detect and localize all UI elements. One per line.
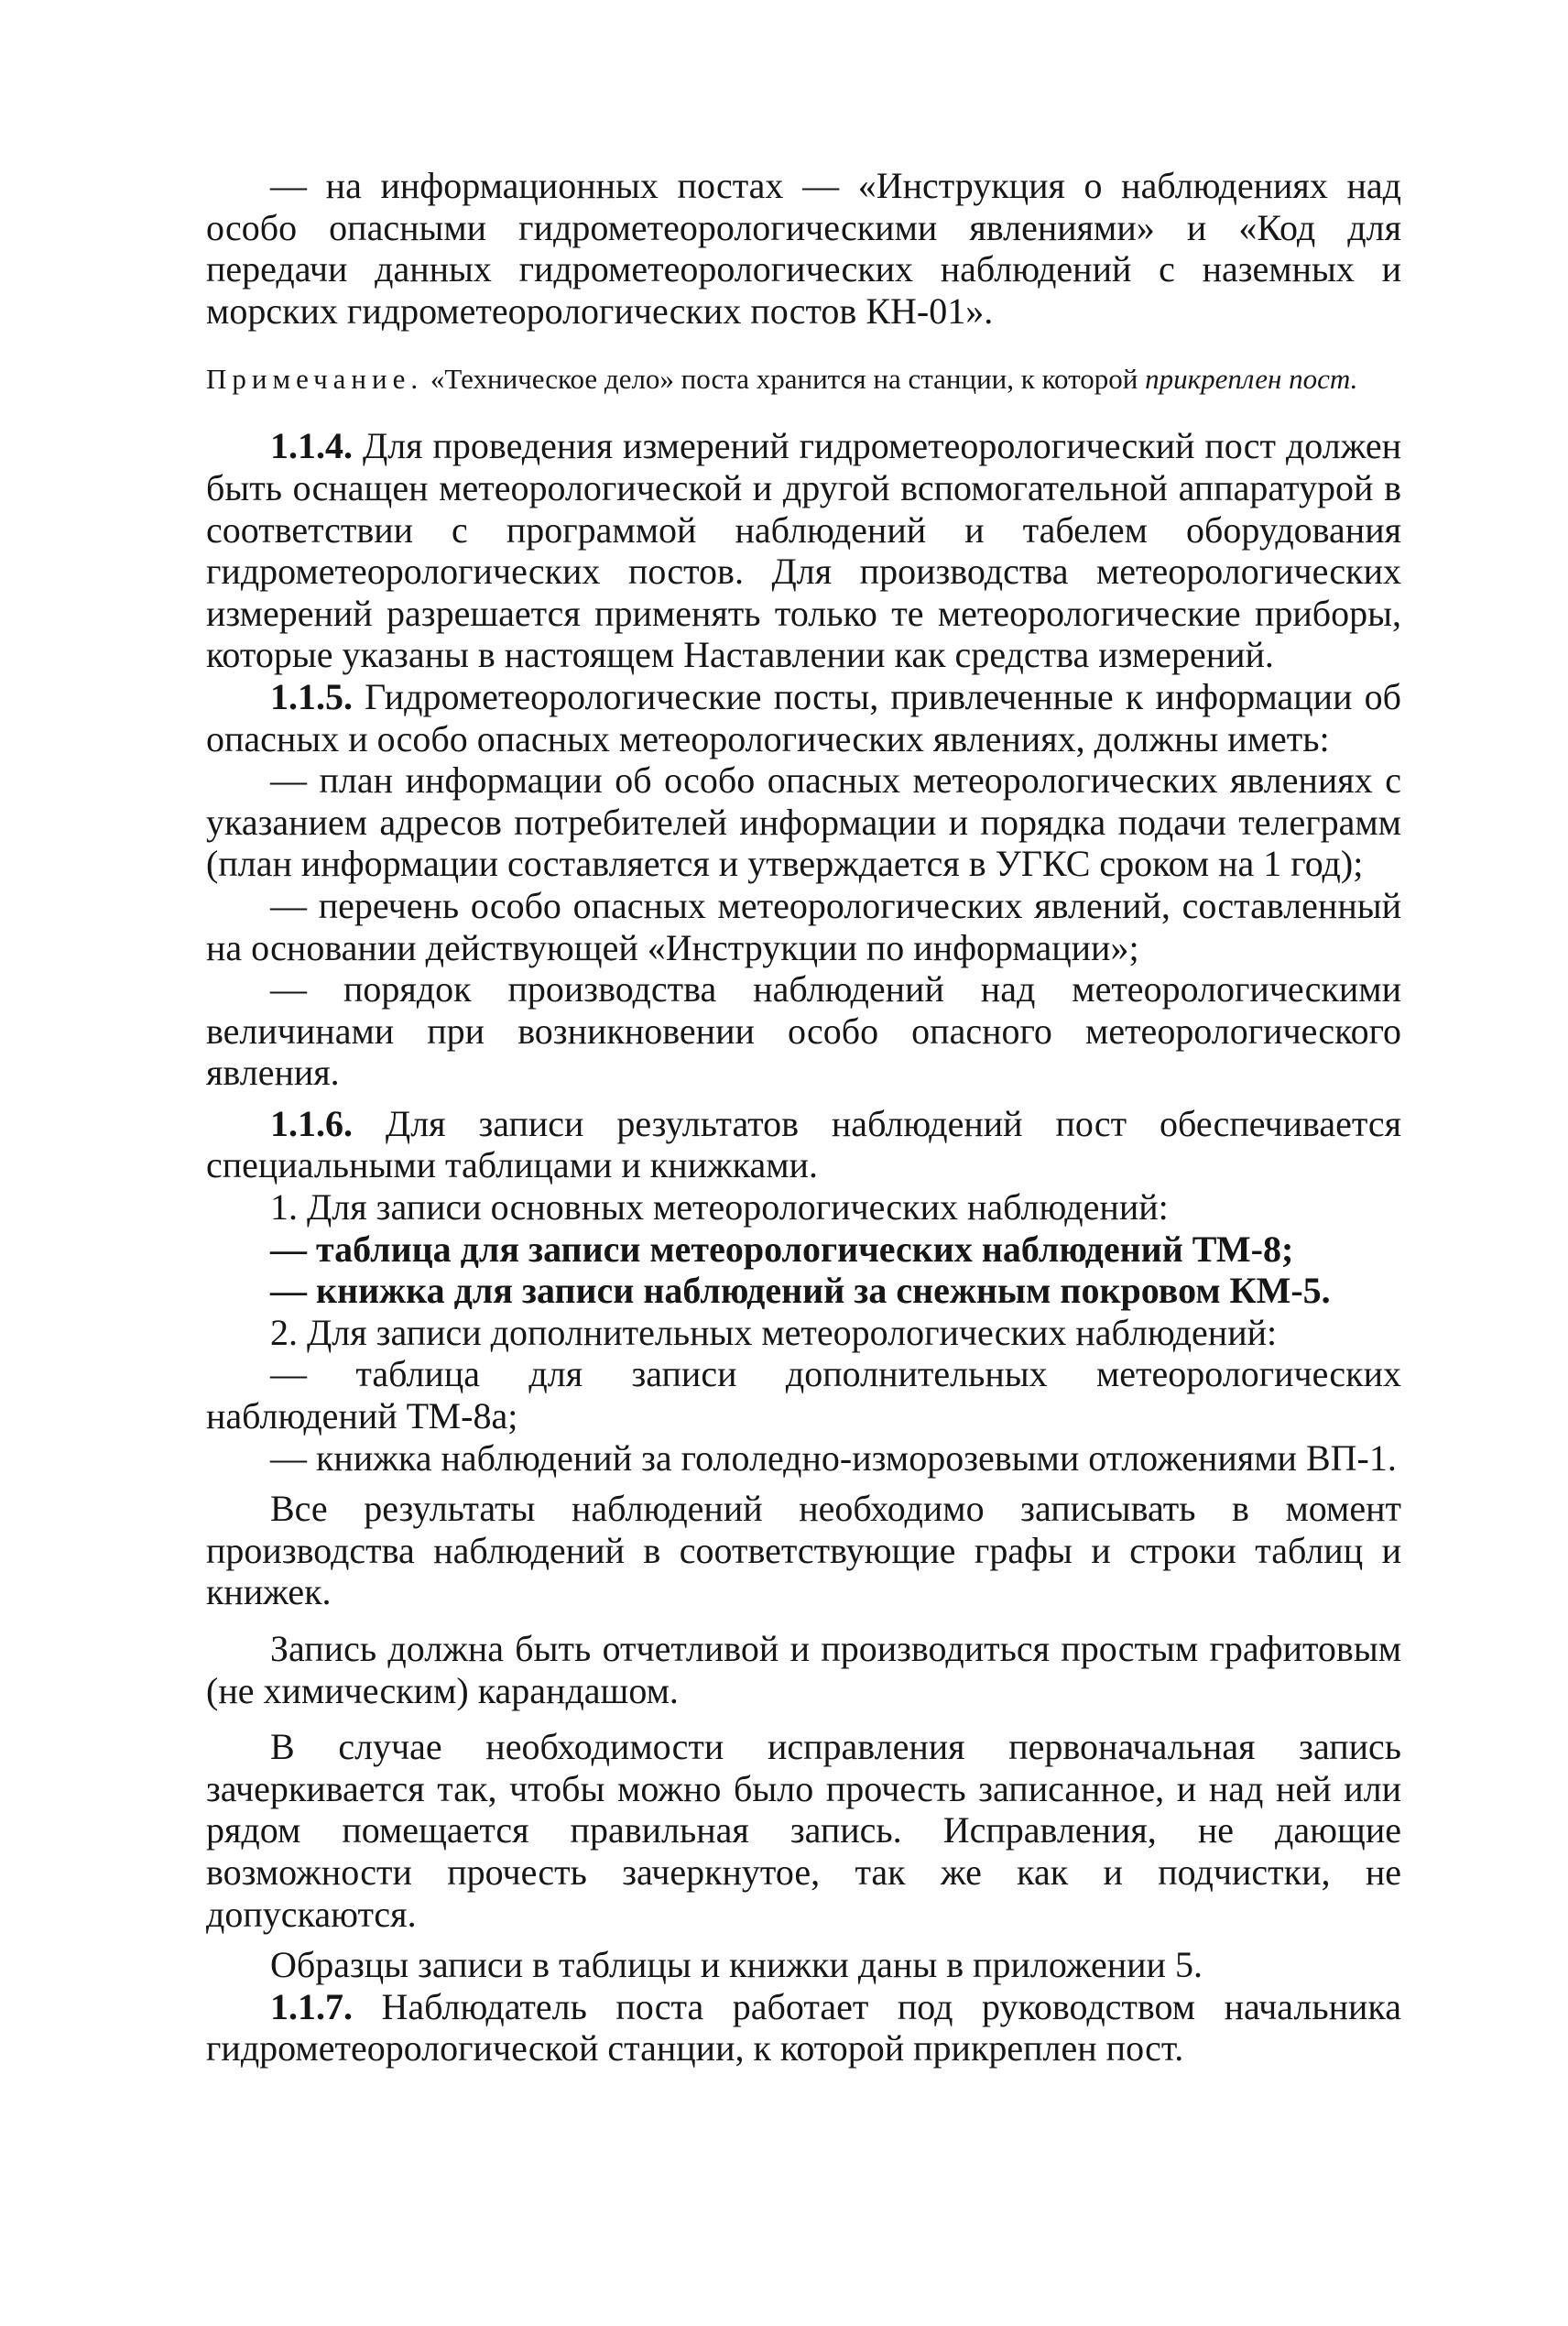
section-1-1-7 (206, 1986, 1401, 2069)
paragraph-all-results: Все результаты наблюдений необходимо записывать в момент производства наблюдений в соответствующие графы и строки таблиц и книжек. (206, 1488, 1401, 1613)
paragraph-correction: В случае необходимости исправления первоначальная запись зачеркивается так, чтобы можно было прочесть записанное, и над ней или рядом помещается правильная запись. Исправления, не дающие возможности прочесть зачеркнутое, так же как и подчистки, не допускаются. (206, 1726, 1401, 1935)
note-text: «Техническое дело» поста хранится на станции, к которой (430, 363, 1138, 396)
document-body (206, 165, 1401, 2069)
document-page (206, 165, 1401, 2069)
section-number: 1.1.6. (270, 1102, 353, 1144)
list-item: 1. Для записи основных метеорологических наблюдений: (270, 1186, 1169, 1229)
note-tail: прикреплен пост. (1145, 363, 1358, 396)
note (206, 363, 1401, 396)
note-label: Примечание. (206, 363, 424, 396)
list-item: — перечень особо опасных метеорологических явлений, составленный на основании действующей «Инструкции по информации»; (206, 884, 1401, 968)
section-text: Для проведения измерений гидрометеорологический пост должен быть оснащен метеорологической и другой вспомогательной аппаратурой в соответствии с программой наблюдений и табелем оборудования гидрометеорологических постов. Для производства метеорологических измерений разрешается применять только те метеорологические приборы, которые указаны в настоящем Наставлении как средства измерений. (206, 425, 1402, 676)
section-number: 1.1.4. (270, 425, 353, 467)
list-item: — книжка для записи наблюдений за снежным покровом КМ-5. (270, 1270, 1331, 1312)
section-text: Для записи результатов наблюдений пост обеспечивается специальными таблицами и книжками. (206, 1102, 1402, 1186)
paragraph-samples: Образцы записи в таблицы и книжки даны в приложении 5. (270, 1944, 1203, 1986)
section-1-1-6 (206, 1103, 1401, 1186)
list-item: — таблица для записи дополнительных метеорологических наблюдений ТМ-8а; (206, 1353, 1401, 1437)
list-item: — книжка наблюдений за гололедно-изморозевыми отложениями ВП-1. (270, 1436, 1397, 1479)
list-item: — план информации об особо опасных метеорологических явлениях с указанием адресов потребителей информации и порядка подачи телеграмм (план информации составляется и утверждается в УГКС сроком на 1 год); (206, 759, 1401, 885)
list-item: — порядок производства наблюдений над метеорологическими величинами при возникновении особо опасного метеорологического явления. (206, 968, 1401, 1094)
paragraph-record: Запись должна быть отчетливой и производиться простым графитовым (не химическим) карандашом. (206, 1628, 1401, 1711)
section-text: Гидрометеорологические посты, привлеченные к информации об опасных и особо опасных метеорологических явлениях, должны иметь: (206, 675, 1402, 759)
section-number: 1.1.5. (270, 675, 353, 717)
list-item: 2. Для записи дополнительных метеорологических наблюдений: (270, 1311, 1278, 1353)
section-text: Наблюдатель поста работает под руководством начальника гидрометеорологической станции, к которой прикреплен пост. (206, 1985, 1401, 2069)
list-item: — таблица для записи метеорологических наблюдений ТМ-8; (270, 1228, 1294, 1270)
section-1-1-5 (206, 676, 1401, 759)
paragraph-info-posts: — на информационных постах — «Инструкция о наблюдениях над особо опасными гидрометеорологическими явлениями» и «Код для передачи данных гидрометеорологических наблюдений с наземных и морских гидрометеорологических постов КН-01». (206, 165, 1401, 332)
section-number: 1.1.7. (270, 1985, 353, 2027)
section-1-1-4 (206, 425, 1401, 676)
